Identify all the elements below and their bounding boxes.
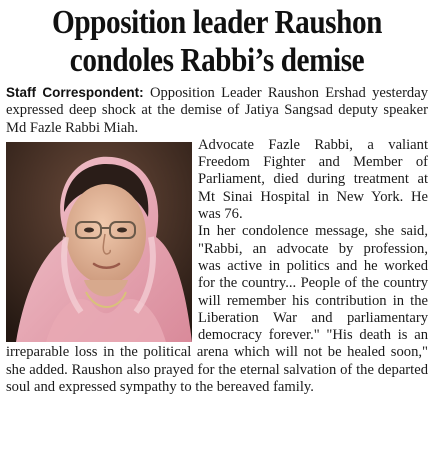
article-body xyxy=(6,84,428,396)
portrait-image xyxy=(6,142,192,342)
paragraph-1: Advocate Fazle Rabbi, a valiant Freedom Fighter and Member of Parliament, died during treatment at Mt Sinai Hospital in New York. He was 76. xyxy=(198,136,428,223)
byline: Staff Correspondent: xyxy=(6,85,144,100)
headline-line-1: Opposition leader Raushon xyxy=(52,4,382,41)
intro-text: Opposition Leader Raushon Ershad yesterday expressed deep shock at the demise of Jatiya Sangsad deputy speaker Md Fazle Rabbi Miah. xyxy=(6,85,429,136)
headline-line-2: condoles Rabbi’s demise xyxy=(69,42,365,79)
headline xyxy=(36,4,399,80)
paragraph-2: In her condolence message, she said, "Rabbi, an advocate by profession, was active in politics and he worked for the country... People of the country will remember his contribution in the Liberation War and parliamentary democracy forever." "His death is an irreparable loss in the political arena which will not be healed soon," she added. Raushon also prayed for the eternal salvation of the departed soul and expressed sympathy to the bereaved family. xyxy=(6,223,428,396)
portrait-photo xyxy=(6,142,192,342)
intro-paragraph xyxy=(6,84,428,137)
